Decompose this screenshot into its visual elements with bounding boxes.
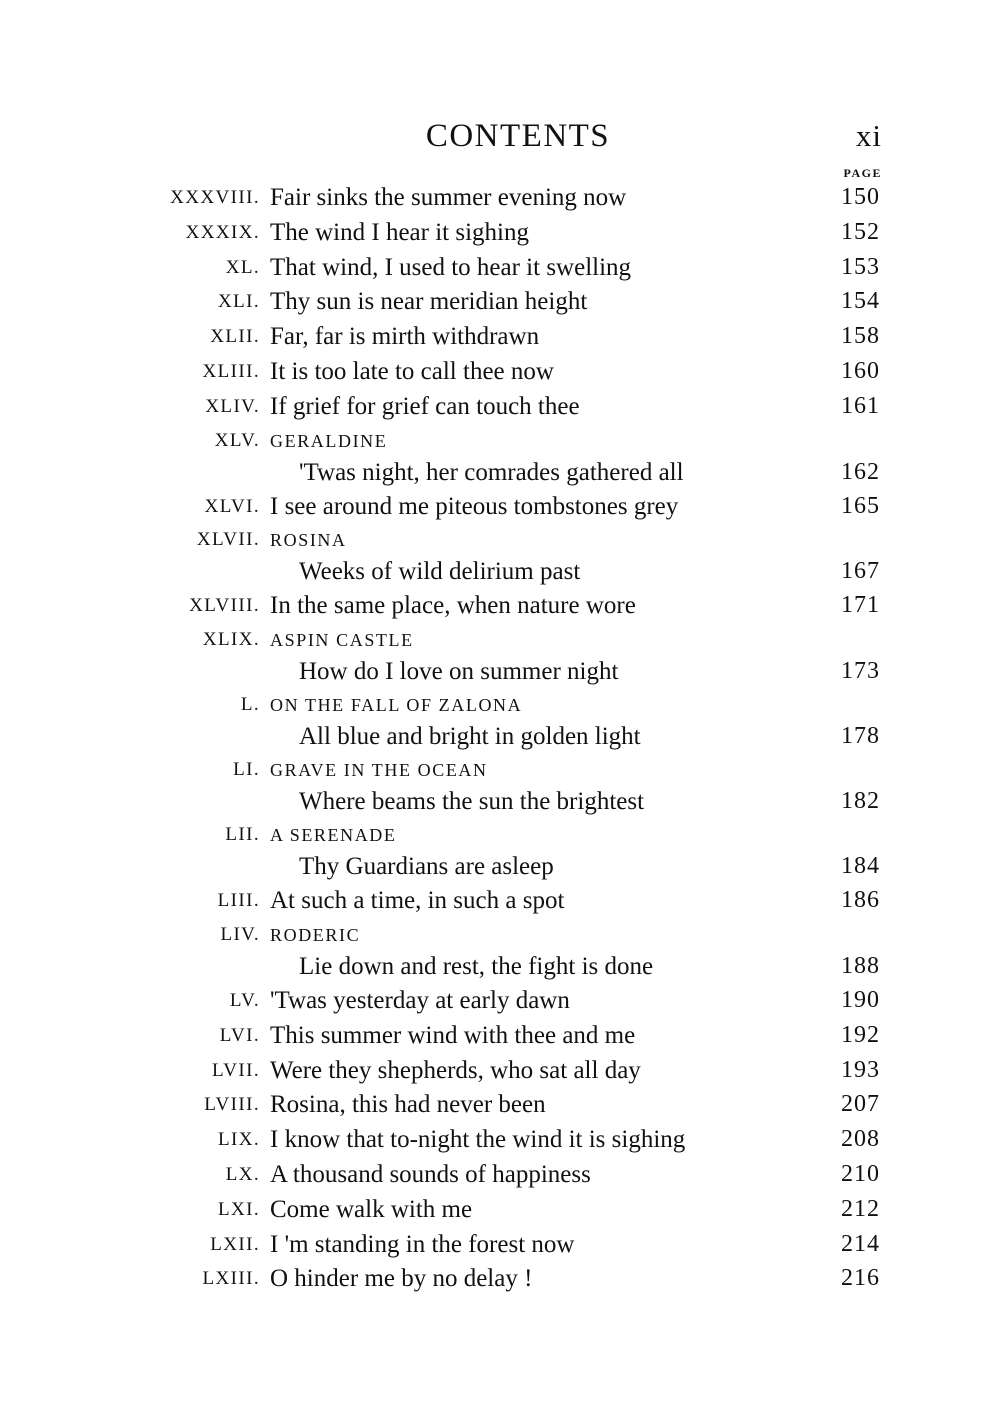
entry-numeral: LIV. (220, 923, 260, 945)
toc-entry-heading (0, 822, 1000, 853)
entry-heading: ROSINA (270, 530, 347, 551)
entry-title: Thy sun is near meridian height (270, 288, 588, 316)
entry-page: 182 (841, 788, 880, 815)
entry-numeral: XXXIX. (185, 221, 260, 243)
toc-entry (0, 1057, 1000, 1092)
entry-page: 160 (841, 357, 880, 384)
entry-page: 152 (841, 218, 880, 245)
toc-entry (0, 459, 1000, 493)
entry-numeral: LXII. (210, 1233, 260, 1255)
entry-title: At such a time, in such a spot (270, 887, 565, 915)
entry-numeral: LXI. (217, 1198, 260, 1220)
toc-entry (0, 658, 1000, 692)
toc-entry (0, 953, 1000, 987)
entry-page: 161 (841, 392, 880, 419)
entry-title: Where beams the sun the brightest (299, 788, 645, 816)
entry-numeral: XLVI. (204, 495, 260, 517)
entry-page: 216 (841, 1265, 880, 1292)
entry-numeral: XLVIII. (189, 595, 260, 617)
toc-entry (0, 1231, 1000, 1266)
toc-entry (0, 1091, 1000, 1126)
entry-title: A thousand sounds of happiness (270, 1160, 591, 1188)
entry-title: 'Twas yesterday at early dawn (270, 986, 570, 1014)
entry-numeral: LI. (233, 759, 260, 781)
entry-page: 165 (841, 492, 880, 519)
entry-page: 193 (841, 1056, 880, 1083)
entry-page: 154 (841, 288, 880, 315)
entry-heading: ASPIN CASTLE (270, 630, 414, 651)
toc-entry (0, 493, 1000, 528)
toc-entry (0, 1265, 1000, 1300)
toc-entry (0, 219, 1000, 254)
entry-numeral: L. (240, 694, 260, 716)
entry-title: I 'm standing in the forest now (270, 1230, 575, 1258)
entry-title: Thy Guardians are asleep (299, 853, 554, 881)
entry-title: 'Twas night, her comrades gathered all (299, 458, 684, 486)
table-of-contents (0, 184, 1000, 1300)
toc-entry-heading (0, 757, 1000, 788)
entry-page: 162 (841, 458, 880, 485)
entry-page: 171 (841, 592, 880, 619)
toc-entry (0, 1161, 1000, 1196)
entry-title: If grief for grief can touch thee (270, 392, 580, 420)
entry-title: Were they shepherds, who sat all day (270, 1056, 641, 1084)
toc-entry (0, 1022, 1000, 1057)
toc-entry (0, 723, 1000, 757)
toc-entry (0, 887, 1000, 922)
entry-numeral: XLIX. (202, 629, 260, 651)
entry-title: The wind I hear it sighing (270, 218, 529, 246)
entry-numeral: LVI. (219, 1024, 260, 1046)
entry-title: It is too late to call thee now (270, 357, 554, 385)
entry-numeral: XLIII. (202, 360, 260, 382)
entry-title: How do I love on summer night (299, 658, 619, 686)
entry-title: In the same place, when nature wore (270, 592, 636, 620)
page-number: xi (855, 118, 882, 153)
toc-entry-heading (0, 527, 1000, 558)
entry-title: That wind, I used to hear it swelling (270, 253, 632, 281)
toc-entry (0, 393, 1000, 428)
entry-page: 207 (841, 1091, 880, 1118)
toc-entry (0, 288, 1000, 323)
entry-title: Lie down and rest, the fight is done (299, 952, 654, 980)
toc-entry-heading (0, 428, 1000, 459)
entry-page: 186 (841, 887, 880, 914)
toc-entry-heading (0, 922, 1000, 953)
toc-entry-heading (0, 692, 1000, 723)
entry-numeral: LV. (229, 989, 260, 1011)
toc-entry (0, 358, 1000, 393)
toc-entry (0, 558, 1000, 592)
entry-numeral: LII. (225, 824, 260, 846)
entry-page: 150 (841, 184, 880, 210)
entry-title: I know that to-night the wind it is sighing (270, 1126, 686, 1154)
page-title: CONTENTS (425, 118, 611, 154)
entry-numeral: LVII. (212, 1059, 260, 1081)
entry-page: 173 (841, 658, 880, 685)
entry-title: Fair sinks the summer evening now (270, 184, 627, 211)
entry-page: 184 (841, 853, 880, 880)
entry-page: 188 (841, 952, 880, 979)
toc-entry (0, 1196, 1000, 1231)
entry-page: 190 (841, 986, 880, 1013)
entry-numeral: LIX. (217, 1129, 260, 1151)
entry-numeral: XLVII. (196, 529, 260, 551)
entry-numeral: LX. (225, 1163, 260, 1185)
entry-page: 158 (841, 323, 880, 350)
entry-title: O hinder me by no delay ! (270, 1265, 533, 1293)
toc-entry (0, 788, 1000, 822)
entry-page: 153 (841, 253, 880, 280)
entry-numeral: XLIV. (205, 395, 260, 417)
entry-heading: GERALDINE (270, 430, 388, 451)
entry-page: 192 (841, 1021, 880, 1048)
entry-title: Rosina, this had never been (270, 1091, 546, 1119)
toc-entry (0, 853, 1000, 887)
entry-heading: ON THE FALL OF ZALONA (270, 695, 523, 716)
toc-entry (0, 323, 1000, 358)
entry-page: 208 (841, 1126, 880, 1153)
entry-numeral: LVIII. (204, 1094, 260, 1116)
entry-title: Far, far is mirth withdrawn (270, 323, 540, 351)
entry-heading: GRAVE IN THE OCEAN (270, 760, 488, 781)
entry-page: 214 (841, 1230, 880, 1257)
entry-title: Weeks of wild delirium past (299, 558, 581, 586)
entry-numeral: LXIII. (202, 1268, 260, 1290)
entry-numeral: XLII. (210, 326, 260, 348)
entry-heading: RODERIC (270, 924, 361, 945)
entry-numeral: LIII. (217, 890, 260, 912)
entry-page: 212 (841, 1195, 880, 1222)
toc-entry (0, 1126, 1000, 1161)
toc-entry (0, 987, 1000, 1022)
entry-numeral: XXXVIII. (170, 187, 260, 208)
toc-entry (0, 592, 1000, 627)
toc-entry-heading (0, 627, 1000, 658)
entry-title: I see around me piteous tombstones grey (270, 492, 679, 520)
entry-page: 210 (841, 1160, 880, 1187)
entry-title: All blue and bright in golden light (299, 723, 641, 751)
entry-numeral: XLV. (214, 429, 260, 451)
entry-title: Come walk with me (270, 1195, 473, 1223)
entry-heading: A SERENADE (270, 825, 397, 846)
toc-entry (0, 184, 1000, 219)
entry-numeral: XLI. (217, 291, 260, 313)
toc-entry (0, 254, 1000, 289)
entry-numeral: XL. (225, 256, 260, 278)
entry-title: This summer wind with thee and me (270, 1021, 636, 1049)
entry-page: 178 (841, 723, 880, 750)
page-column-label: PAGE (843, 166, 882, 180)
entry-page: 167 (841, 558, 880, 585)
